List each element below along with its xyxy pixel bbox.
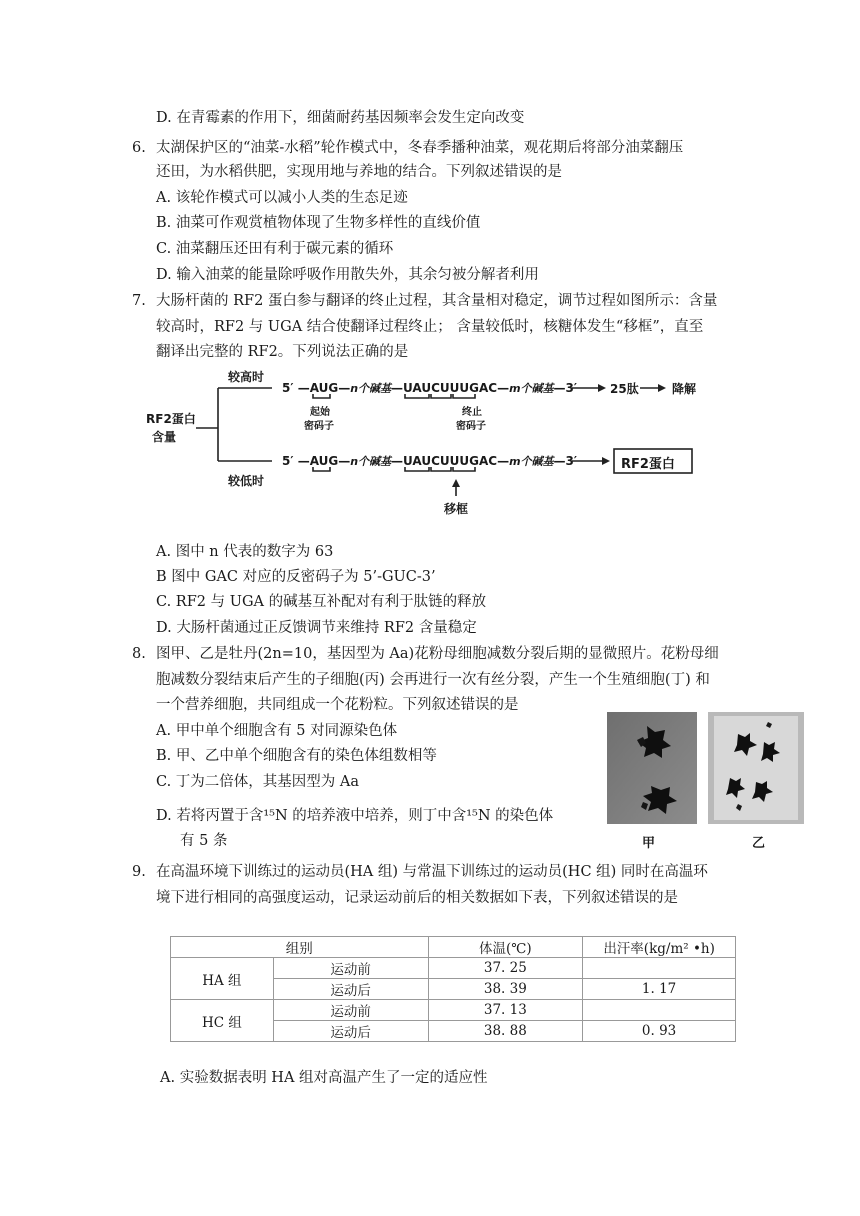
table-row	[171, 958, 736, 979]
header-sweat: 出汗率(kg/m² •h)	[583, 937, 736, 958]
q8-option-d: D. 若将丙置于含¹⁵N 的培养液中培养，则丁中含¹⁵N 的染色体	[156, 808, 554, 824]
sweat-cell: 0. 93	[583, 1021, 736, 1042]
start-codon-label: 密码子	[304, 421, 334, 432]
stop-codon-label: 终止	[462, 407, 482, 418]
q9-stem-line: 在高温环境下训练过的运动员(HA 组) 与常温下训练过的运动员(HC 组) 同时在高温环	[156, 864, 708, 880]
q6-option-b: B. 油菜可作观赏植物体现了生物多样性的直线价值	[156, 215, 481, 231]
q8-option-d-cont: 有 5 条	[180, 833, 228, 849]
seq-n-bases: n个碱基	[350, 382, 392, 395]
q6-option-c: C. 油菜翻压还田有利于碳元素的循环	[156, 241, 394, 257]
diagram-source-label: RF2蛋白	[146, 412, 196, 426]
degrade-label: 降解	[672, 382, 697, 396]
q9-number: 9.	[132, 864, 146, 880]
frameshift-label: 移框	[444, 502, 469, 516]
group-name: HA 组	[171, 958, 274, 1000]
q8-option-b: B. 甲、乙中单个细胞含有的染色体组数相等	[156, 748, 437, 764]
mrna-sequence-high	[282, 380, 577, 396]
phase-cell: 运动前	[273, 958, 428, 979]
peptide-25-label: 25肽	[610, 382, 639, 396]
seq-mid: —UAUCUUUGAC—	[391, 381, 510, 395]
q7-stem-line: 大肠杆菌的 RF2 蛋白参与翻译的终止过程，其含量相对稳定，调节过程如图所示：含量	[156, 293, 718, 309]
phase-cell: 运动后	[273, 1021, 428, 1042]
q5-option-d: D. 在青霉素的作用下，细菌耐药基因频率会发生定向改变	[156, 110, 525, 126]
stop-codon-label: 密码子	[456, 421, 486, 432]
q6-stem-line: 还田，为水稻供肥，实现用地与养地的结合。下列叙述错误的是	[156, 164, 562, 180]
q8-option-c: C. 丁为二倍体，其基因型为 Aa	[156, 774, 360, 790]
photo-label-yi: 乙	[752, 836, 766, 851]
q9-option-a: A. 实验数据表明 HA 组对高温产生了一定的适应性	[160, 1070, 488, 1086]
table-row	[171, 1000, 736, 1021]
photo-label-jia: 甲	[642, 836, 656, 851]
q6-stem-line: 太湖保护区的“油菜-水稻”轮作模式中，冬春季播种油菜，观花期后将部分油菜翻压	[156, 140, 684, 156]
seq-mid: —UAUCUUUGAC—	[391, 454, 510, 468]
seq-m-bases: m个碱基	[509, 455, 554, 468]
group-name: HC 组	[171, 1000, 274, 1042]
q7-stem-line: 较高时，RF2 与 UGA 结合使翻译过程终止； 含量较低时，核糖体发生“移框”，直至	[156, 319, 704, 335]
q8-stem-line: 一个营养细胞，共同组成一个花粉粒。下列叙述错误的是	[156, 697, 519, 713]
temp-cell: 37. 13	[428, 1000, 583, 1021]
q6-option-d: D. 输入油菜的能量除呼吸作用散失外，其余匀被分解者利用	[156, 267, 539, 283]
seq-start: 5′ —AUG—	[282, 381, 351, 395]
q7-option-a: A. 图中 n 代表的数字为 63	[156, 544, 334, 560]
table-header-row	[171, 937, 736, 958]
data-table	[170, 936, 736, 1042]
q6-option-a: A. 该轮作模式可以减小人类的生态足迹	[156, 190, 408, 206]
q8-option-a: A. 甲中单个细胞含有 5 对同源染色体	[156, 723, 398, 739]
branch-low-label: 较低时	[228, 474, 265, 488]
q7-option-b: B 图中 GAC 对应的反密码子为 5’-GUC-3’	[156, 569, 436, 585]
mrna-sequence-low	[282, 453, 577, 469]
diagram-source-label: 含量	[152, 430, 177, 444]
phase-cell: 运动后	[273, 979, 428, 1000]
sweat-cell: 1. 17	[583, 979, 736, 1000]
q8-stem-line: 图甲、乙是牡丹(2n=10，基因型为 Aa)花粉母细胞减数分裂后期的显微照片。花粉母细	[156, 646, 719, 662]
q7-stem-line: 翻译出完整的 RF2。下列说法正确的是	[156, 344, 409, 360]
temp-cell: 38. 39	[428, 979, 583, 1000]
header-group: 组别	[171, 937, 429, 958]
micrograph-yi	[708, 712, 804, 824]
q7-option-c: C. RF2 与 UGA 的碱基互补配对有利于肽链的释放	[156, 594, 487, 610]
sweat-cell	[583, 1000, 736, 1021]
sweat-cell	[583, 958, 736, 979]
header-temp: 体温(℃)	[428, 937, 583, 958]
branch-high-label: 较高时	[228, 370, 265, 384]
q9-stem-line: 境下进行相同的高强度运动，记录运动前后的相关数据如下表，下列叙述错误的是	[156, 890, 678, 906]
seq-end: —3′	[553, 454, 578, 468]
q7-option-d: D. 大肠杆菌通过正反馈调节来维持 RF2 含量稳定	[156, 620, 477, 636]
q6-number: 6.	[132, 140, 146, 156]
micrograph-jia	[607, 712, 697, 824]
q8-number: 8.	[132, 646, 146, 662]
q7-number: 7.	[132, 293, 146, 309]
seq-m-bases: m个碱基	[509, 382, 554, 395]
seq-n-bases: n个碱基	[350, 455, 392, 468]
temp-cell: 38. 88	[428, 1021, 583, 1042]
q8-stem-line: 胞减数分裂结束后产生的子细胞(丙) 会再进行一次有丝分裂，产生一个生殖细胞(丁) 和	[156, 672, 710, 688]
temp-cell: 37. 25	[428, 958, 583, 979]
rf2-protein-box-label: RF2蛋白	[621, 457, 675, 472]
seq-start: 5′ —AUG—	[282, 454, 351, 468]
phase-cell: 运动前	[273, 1000, 428, 1021]
start-codon-label: 起始	[310, 407, 330, 418]
seq-end: —3′	[553, 381, 578, 395]
